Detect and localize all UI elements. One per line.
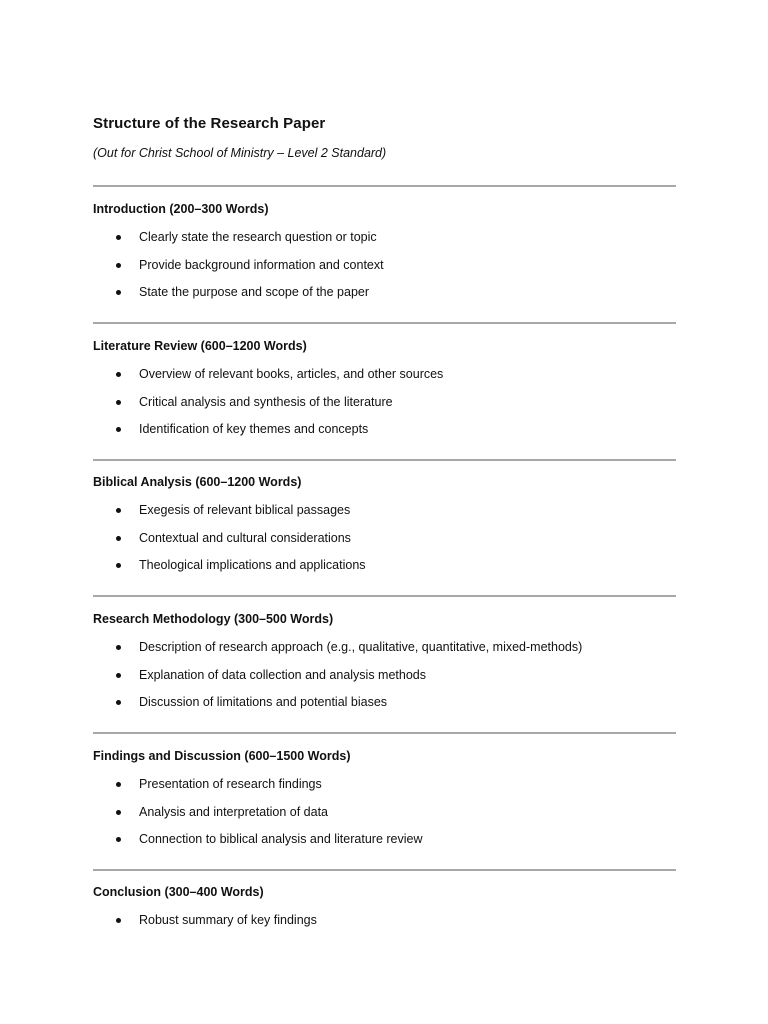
section-heading: Literature Review (600–1200 Words) xyxy=(93,339,307,353)
bullet-icon xyxy=(116,235,121,240)
list-item-text: Overview of relevant books, articles, and other sources xyxy=(139,367,444,381)
bullet-list xyxy=(93,639,693,710)
page-subtitle: (Out for Christ School of Ministry – Level 2 Standard) xyxy=(93,146,387,160)
list-item xyxy=(93,557,693,573)
section-heading: Conclusion (300–400 Words) xyxy=(93,885,264,899)
bullet-icon xyxy=(116,263,121,268)
bullet-icon xyxy=(116,372,121,377)
bullet-list xyxy=(93,502,693,573)
list-item-text: Description of research approach (e.g., qualitative, quantitative, mixed-methods) xyxy=(139,640,583,654)
list-item xyxy=(93,804,693,820)
list-item xyxy=(93,667,693,683)
list-item xyxy=(93,502,693,518)
list-item-text: Presentation of research findings xyxy=(139,777,322,791)
section-findings-discussion xyxy=(93,748,693,859)
bullet-list xyxy=(93,229,693,300)
list-item-text: Identification of key themes and concepts xyxy=(139,422,369,436)
list-item-text: Connection to biblical analysis and literature review xyxy=(139,832,423,846)
section-research-methodology xyxy=(93,611,693,722)
list-item-text: Provide background information and context xyxy=(139,257,384,272)
list-item xyxy=(93,229,693,245)
list-item xyxy=(93,694,693,710)
list-item-text: State the purpose and scope of the paper xyxy=(139,285,370,299)
section-divider xyxy=(93,185,676,187)
section-divider xyxy=(93,322,676,324)
section-divider xyxy=(93,869,676,871)
section-divider xyxy=(93,595,676,597)
list-item-text: Robust summary of key findings xyxy=(139,913,317,927)
list-item-text: Exegesis of relevant biblical passages xyxy=(139,503,351,517)
bullet-icon xyxy=(116,508,121,513)
list-item-text: Contextual and cultural considerations xyxy=(139,530,351,545)
bullet-icon xyxy=(116,700,121,705)
page-title: Structure of the Research Paper xyxy=(93,115,326,132)
bullet-list xyxy=(93,366,693,437)
section-heading: Research Methodology (300–500 Words) xyxy=(93,612,334,626)
section-heading: Introduction (200–300 Words) xyxy=(93,202,269,216)
list-item xyxy=(93,394,693,410)
bullet-icon xyxy=(116,837,121,842)
bullet-icon xyxy=(116,427,121,432)
list-item xyxy=(93,366,693,382)
bullet-icon xyxy=(116,810,121,815)
list-item xyxy=(93,912,693,928)
bullet-list xyxy=(93,776,693,847)
section-biblical-analysis xyxy=(93,474,693,585)
bullet-icon xyxy=(116,290,121,295)
list-item-text: Theological implications and applications xyxy=(139,558,366,572)
list-item-text: Analysis and interpretation of data xyxy=(139,804,329,819)
section-heading: Findings and Discussion (600–1500 Words) xyxy=(93,749,351,763)
section-divider xyxy=(93,459,676,461)
bullet-list xyxy=(93,912,693,928)
section-divider xyxy=(93,732,676,734)
section-introduction xyxy=(93,201,693,312)
bullet-icon xyxy=(116,563,121,568)
section-conclusion xyxy=(93,884,693,940)
list-item-text: Explanation of data collection and analysis methods xyxy=(139,667,426,682)
list-item xyxy=(93,530,693,546)
list-item xyxy=(93,831,693,847)
section-heading: Biblical Analysis (600–1200 Words) xyxy=(93,475,302,489)
bullet-icon xyxy=(116,782,121,787)
list-item xyxy=(93,284,693,300)
section-literature-review xyxy=(93,338,693,449)
list-item xyxy=(93,639,693,655)
list-item xyxy=(93,421,693,437)
bullet-icon xyxy=(116,400,121,405)
list-item-text: Discussion of limitations and potential biases xyxy=(139,695,388,709)
list-item xyxy=(93,776,693,792)
bullet-icon xyxy=(116,673,121,678)
list-item xyxy=(93,257,693,273)
list-item-text: Clearly state the research question or topic xyxy=(139,230,377,244)
bullet-icon xyxy=(116,918,121,923)
bullet-icon xyxy=(116,645,121,650)
bullet-icon xyxy=(116,536,121,541)
list-item-text: Critical analysis and synthesis of the literature xyxy=(139,394,393,409)
